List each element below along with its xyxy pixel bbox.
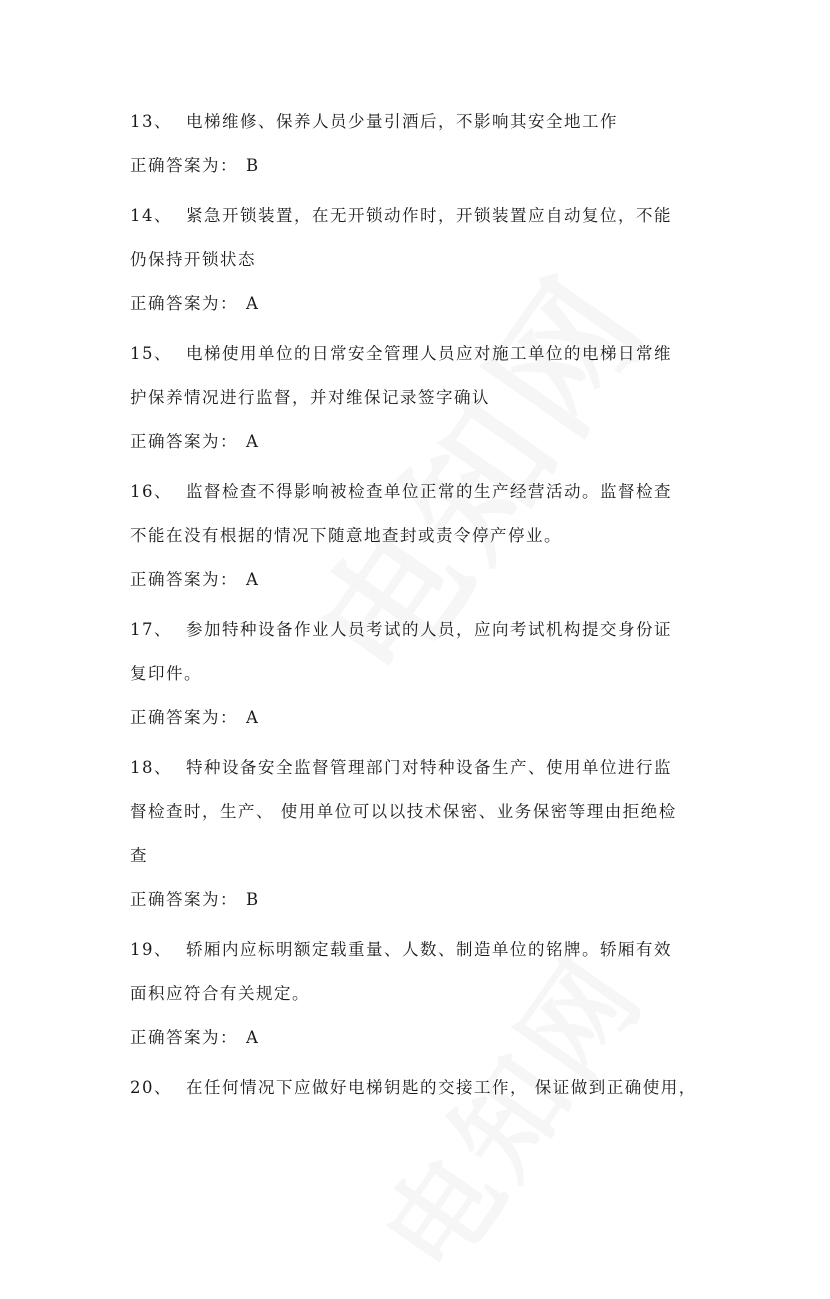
answer-label: 正确答案为： <box>130 890 238 909</box>
answer-label: 正确答案为： <box>130 156 238 175</box>
answer-label: 正确答案为： <box>130 708 238 727</box>
question-line: 查 <box>130 846 148 865</box>
question-number: 17、 <box>130 620 172 639</box>
question-item <box>130 194 710 282</box>
question-line: 面积应符合有关规定。 <box>130 984 310 1003</box>
question-number: 14、 <box>130 206 172 225</box>
answer-line <box>130 420 710 464</box>
question-item <box>130 746 710 878</box>
answer-label: 正确答案为： <box>130 1028 238 1047</box>
question-line: 电梯使用单位的日常安全管理人员应对施工单位的电梯日常维 <box>186 344 672 363</box>
question-item <box>130 1066 710 1110</box>
answer-line <box>130 282 710 326</box>
question-line: 督检查时，生产、 使用单位可以以技术保密、业务保密等理由拒绝检 <box>130 802 677 821</box>
answer-value: A <box>246 432 260 451</box>
question-item <box>130 928 710 1016</box>
question-number: 15、 <box>130 344 172 363</box>
question-line: 仍保持开锁状态 <box>130 250 256 269</box>
answer-value: A <box>246 1028 260 1047</box>
answer-value: B <box>246 156 260 175</box>
answer-label: 正确答案为： <box>130 294 238 313</box>
question-line: 不能在没有根据的情况下随意地查封或责令停产停业。 <box>130 526 562 545</box>
question-item <box>130 470 710 558</box>
answer-line <box>130 144 710 188</box>
answer-label: 正确答案为： <box>130 432 238 451</box>
question-line: 特种设备安全监督管理部门对特种设备生产、使用单位进行监 <box>186 758 672 777</box>
question-line: 复印件。 <box>130 664 202 683</box>
question-item <box>130 608 710 696</box>
question-number: 13、 <box>130 112 172 131</box>
answer-line <box>130 1016 710 1060</box>
question-item <box>130 100 710 144</box>
question-text <box>186 1066 710 1110</box>
question-line: 紧急开锁装置，在无开锁动作时，开锁装置应自动复位，不能 <box>186 206 672 225</box>
question-text <box>186 100 710 144</box>
question-line: 监督检查不得影响被检查单位正常的生产经营活动。监督检查 <box>186 482 672 501</box>
answer-line <box>130 558 710 602</box>
question-line: 护保养情况进行监督，并对维保记录签字确认 <box>130 388 490 407</box>
question-number: 20、 <box>130 1078 172 1097</box>
question-number: 19、 <box>130 940 172 959</box>
answer-value: A <box>246 708 260 727</box>
question-list <box>130 100 710 1110</box>
question-number: 16、 <box>130 482 172 501</box>
answer-value: B <box>246 890 260 909</box>
question-line: 在任何情况下应做好电梯钥匙的交接工作， 保证做到正确使用， <box>186 1078 697 1097</box>
answer-line <box>130 696 710 740</box>
question-line: 参加特种设备作业人员考试的人员，应向考试机构提交身份证 <box>186 620 672 639</box>
question-item <box>130 332 710 420</box>
question-number: 18、 <box>130 758 172 777</box>
question-line: 轿厢内应标明额定载重量、人数、制造单位的铭牌。轿厢有效 <box>186 940 672 959</box>
answer-line <box>130 878 710 922</box>
answer-label: 正确答案为： <box>130 570 238 589</box>
answer-value: A <box>246 570 260 589</box>
answer-value: A <box>246 294 260 313</box>
question-line: 电梯维修、保养人员少量引酒后，不影响其安全地工作 <box>186 112 618 131</box>
